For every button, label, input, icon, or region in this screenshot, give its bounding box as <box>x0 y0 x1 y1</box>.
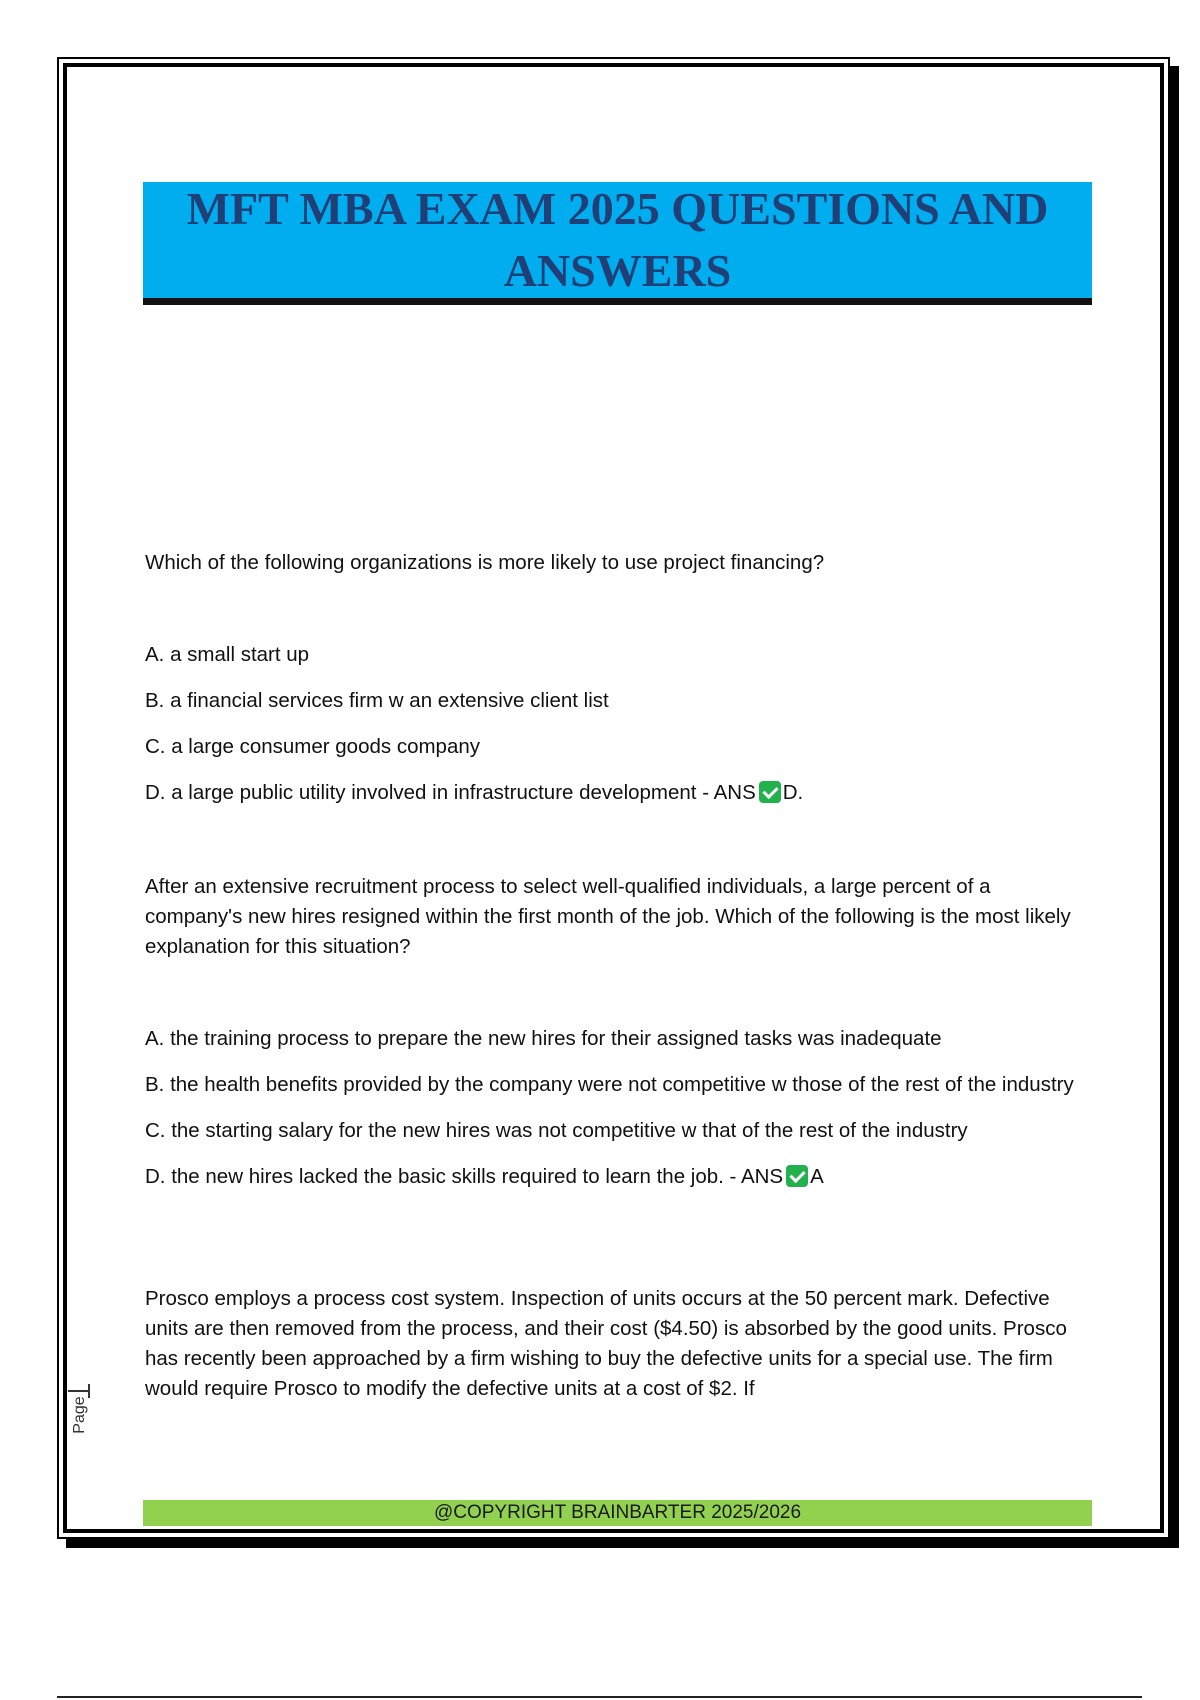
question-2-option-c: C. the starting salary for the new hires was not competitive w that of the rest of the industry <box>145 1119 968 1142</box>
check-box-icon <box>759 781 781 803</box>
question-1-option-a: A. a small start up <box>145 643 310 666</box>
question-1-options <box>145 640 803 824</box>
check-box-icon <box>786 1165 808 1187</box>
page-label: Page <box>71 1396 88 1434</box>
page-shadow-bottom <box>66 1539 1179 1548</box>
question-2-options <box>145 1024 1074 1208</box>
question-1-option-d <box>145 778 803 808</box>
question-1-answer: D. <box>782 781 804 804</box>
bottom-divider <box>57 1696 1142 1698</box>
page-number-marker <box>66 1380 96 1450</box>
question-1-option-c: C. a large consumer goods company <box>145 735 481 758</box>
question-2-text: After an extensive recruitment process to select well-qualified individuals, a large percent of a company's new hires resigned within the first month of the job. Which of the following is the most likely explanation for this situation? <box>145 875 1071 958</box>
question-2-option-d <box>145 1162 1074 1192</box>
title-banner <box>143 182 1092 305</box>
footer-copyright: @COPYRIGHT BRAINBARTER 2025/2026 <box>433 1502 802 1523</box>
question-1-option-d-text: D. a large public utility involved in infrastructure development - ANS <box>145 781 756 804</box>
question-2-answer: A <box>810 1165 824 1188</box>
question-1-option-b: B. a financial services firm w an extensive client list <box>145 689 609 712</box>
question-3-text: Prosco employs a process cost system. Inspection of units occurs at the 50 percent mark. Defective units are then removed from the process, and their cost ($4.50) is absorbed by the good units. Prosco has recently been approached by a firm wishing to buy the defective units for a special use. The firm would require Prosco to modify the defective units at a cost of $2. If <box>145 1287 1067 1400</box>
question-2-option-b: B. the health benefits provided by the company were not competitive w those of the rest of the industry <box>145 1073 1074 1096</box>
question-1-text: Which of the following organizations is more likely to use project financing? <box>145 551 825 574</box>
question-2-option-d-text: D. the new hires lacked the basic skills required to learn the job. - ANS <box>145 1165 784 1188</box>
document-title: MFT MBA EXAM 2025 QUESTIONS AND ANSWERS <box>186 183 1049 296</box>
question-2-option-a: A. the training process to prepare the new hires for their assigned tasks was inadequate <box>145 1027 942 1050</box>
page-shadow-right <box>1170 66 1179 1548</box>
footer-banner <box>143 1500 1092 1526</box>
